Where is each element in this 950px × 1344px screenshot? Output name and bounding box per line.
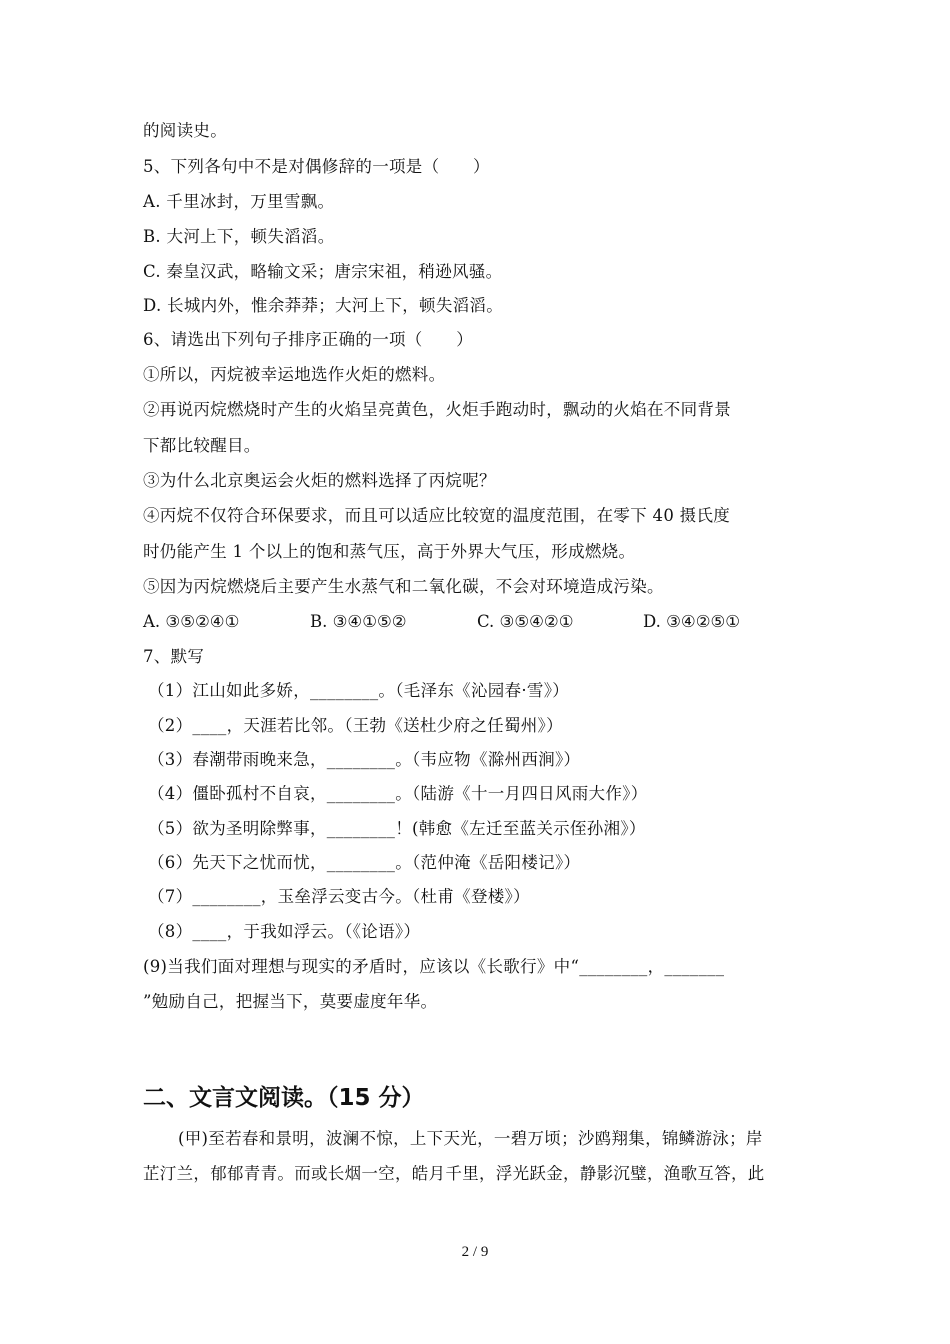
dictation-2: （2）____，天涯若比邻。（王勃《送杜少府之任蜀州》）: [148, 716, 563, 735]
section-heading: 二、文言文阅读。（15 分）: [143, 1085, 425, 1111]
option-5a: A. 千里冰封，万里雪飘。: [143, 192, 335, 211]
sentence-4-cont: 时仍能产生 1 个以上的饱和蒸气压，高于外界大气压，形成燃烧。: [143, 542, 636, 561]
dictation-4: （4）僵卧孤村不自哀，________。（陆游《十一月四日风雨大作》）: [148, 784, 648, 803]
page-number: 2 / 9: [461, 1244, 489, 1260]
sentence-3: ③为什么北京奥运会火炬的燃料选择了丙烷呢？: [143, 471, 496, 490]
question-6: 6、请选出下列句子排序正确的一项（ ）: [143, 330, 473, 349]
option-5b: B. 大河上下，顿失滔滔。: [143, 227, 335, 246]
sentence-2: ②再说丙烷燃烧时产生的火焰呈亮黄色，火炬手跑动时，飘动的火焰在不同背景: [143, 400, 731, 419]
option-5d: D. 长城内外，惟余莽莽；大河上下，顿失滔滔。: [143, 296, 504, 315]
question-7: 7、默写: [143, 647, 205, 666]
dictation-1: （1）江山如此多娇，________。（毛泽东《沁园春·雪》）: [148, 681, 570, 700]
sentence-2-cont: 下都比较醒目。: [143, 436, 261, 455]
sentence-5: ⑤因为丙烷燃烧后主要产生水蒸气和二氧化碳，不会对环境造成污染。: [143, 577, 664, 596]
option-6a: A. ③⑤②④①: [143, 612, 240, 631]
dictation-7: （7）________，玉垒浮云变古今。（杜甫《登楼》）: [148, 887, 530, 906]
dictation-8: （8）____，于我如浮云。（《论语》）: [148, 922, 421, 941]
option-6c: C. ③⑤④②①: [477, 612, 574, 631]
question-5: 5、下列各句中不是对偶修辞的一项是（ ）: [143, 157, 490, 176]
dictation-9-cont: ”勉励自己，把握当下，莫要虚度年华。: [143, 992, 438, 1011]
dictation-9: (9)当我们面对理想与现实的矛盾时，应该以《长歌行》中“________，_______: [143, 957, 725, 976]
option-5c: C. 秦皇汉武，略输文采；唐宗宋祖，稍逊风骚。: [143, 262, 503, 281]
dictation-5: （5）欲为圣明除弊事，________！(韩愈《左迁至蓝关示侄孙湘》）: [148, 819, 646, 838]
option-6b: B. ③④①⑤②: [310, 612, 407, 631]
passage-line: 芷汀兰，郁郁青青。而或长烟一空，皓月千里，浮光跃金，静影沉璧，渔歌互答，此: [143, 1164, 765, 1183]
dictation-6: （6）先天下之忧而忧，________。（范仲淹《岳阳楼记》）: [148, 853, 581, 872]
text-line: 的阅读史。: [143, 121, 227, 140]
dictation-3: （3）春潮带雨晚来急，________。（韦应物《滁州西涧》）: [148, 750, 581, 769]
option-6d: D. ③④②⑤①: [643, 612, 741, 631]
passage-line: (甲)至若春和景明，波澜不惊，上下天光，一碧万顷；沙鸥翔集，锦鳞游泳；岸: [178, 1129, 763, 1148]
sentence-4: ④丙烷不仅符合环保要求，而且可以适应比较宽的温度范围，在零下 40 摄氏度: [143, 506, 731, 525]
question-6-options: [143, 611, 740, 633]
sentence-1: ①所以，丙烷被幸运地选作火炬的燃料。: [143, 365, 446, 384]
